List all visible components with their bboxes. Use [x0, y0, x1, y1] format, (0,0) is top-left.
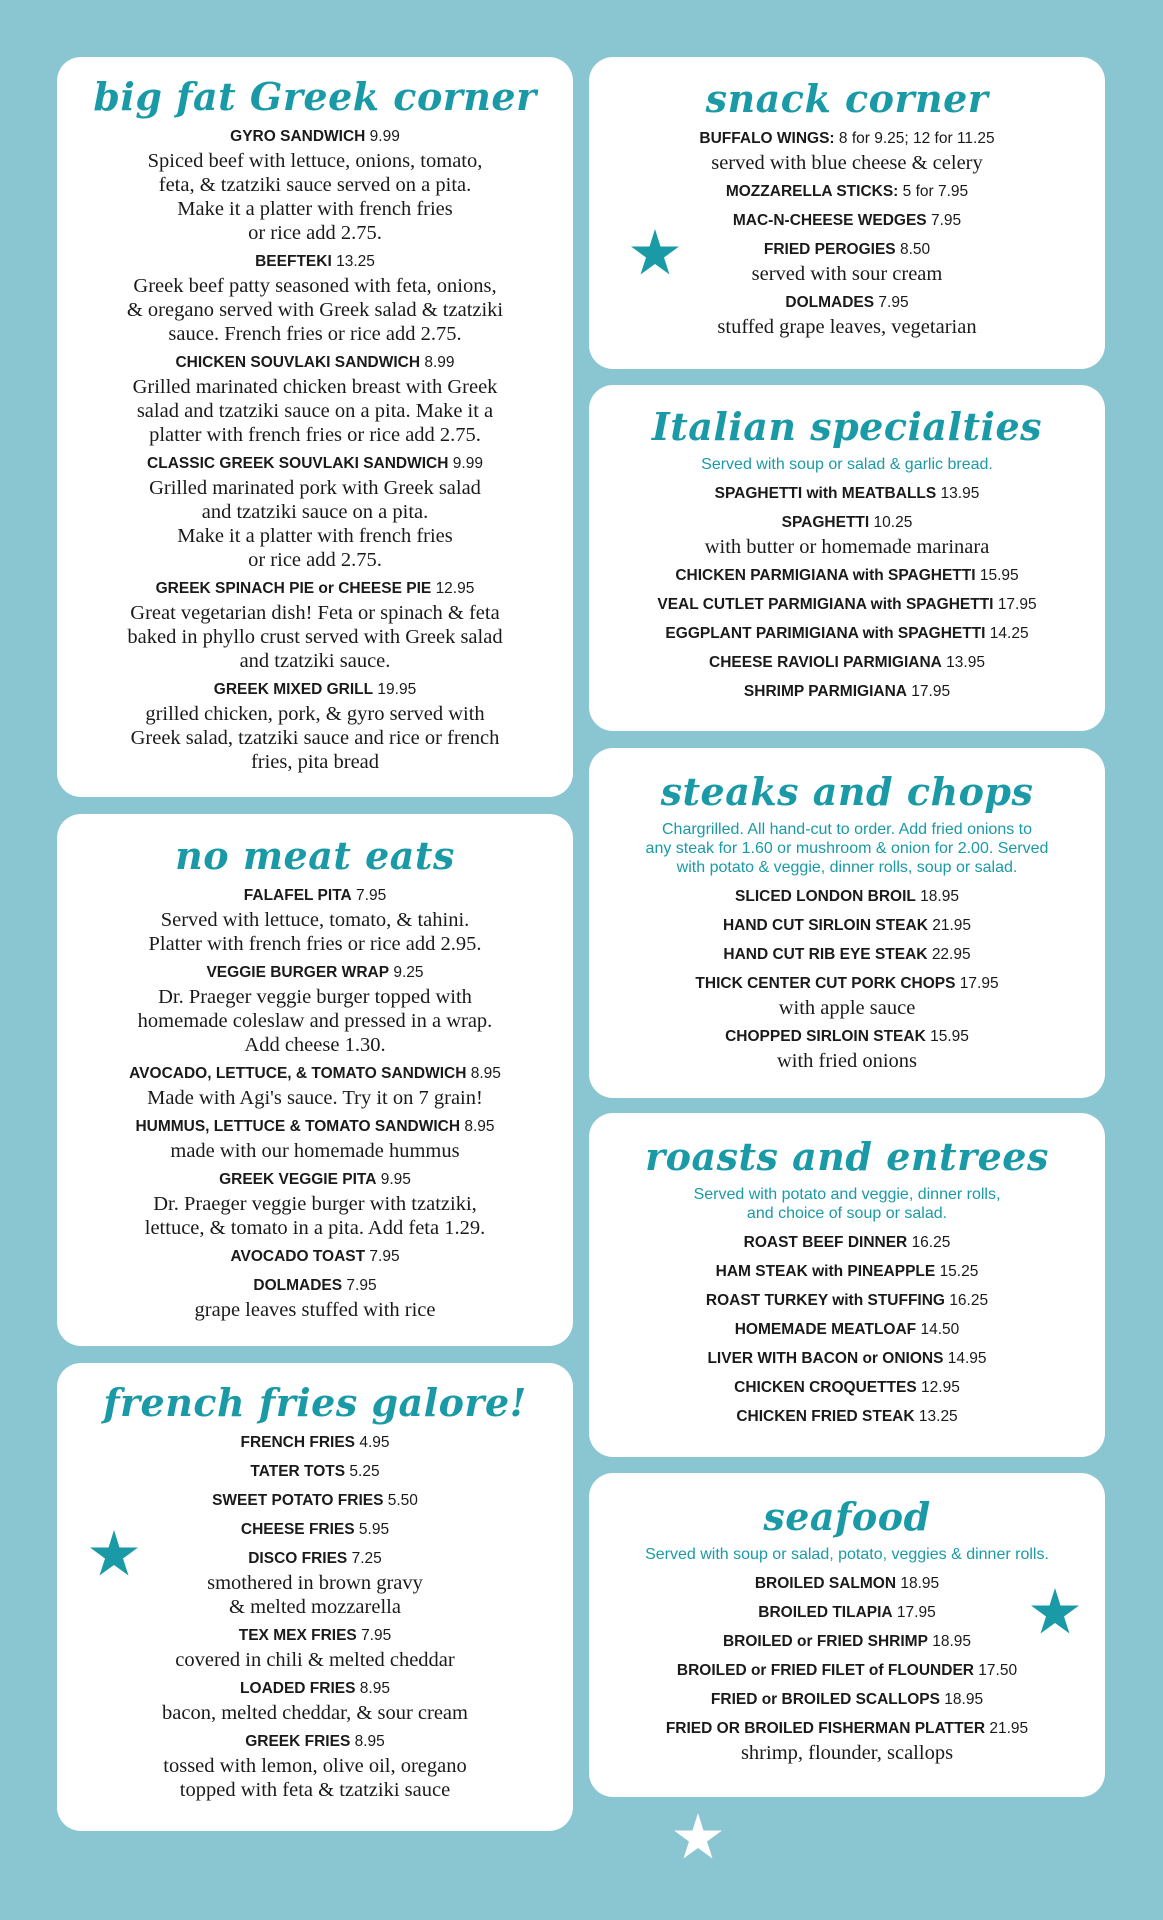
item-price: 17.50: [978, 1662, 1018, 1679]
item-name: DOLMADES: [253, 1277, 343, 1294]
item-name: LOADED FRIES: [240, 1680, 356, 1697]
menu-item: [589, 209, 1105, 233]
item-desc: Dr. Praeger veggie burger topped with homemade coleslaw and pressed in a wrap. Add cheese 1.30.: [137, 986, 493, 1056]
section-french-fries: [57, 1363, 573, 1831]
menu-item: [589, 482, 1105, 506]
menu-item: [57, 961, 573, 1057]
menu-item: [589, 1025, 1105, 1073]
section-italian: [589, 385, 1105, 731]
menu-item: [589, 1717, 1105, 1765]
menu-item: [57, 1245, 573, 1269]
item-price: 15.25: [939, 1263, 979, 1280]
section-roasts: [589, 1113, 1105, 1457]
item-desc: grilled chicken, pork, & gyro served with Greek salad, tzatziki sauce and rice or french fries, pita bread: [130, 703, 500, 773]
menu-item: [57, 1431, 573, 1455]
item-price: 7.95: [346, 1277, 377, 1294]
item-desc: covered in chili & melted cheddar: [175, 1649, 455, 1671]
item-name: ROAST BEEF DINNER: [743, 1234, 908, 1251]
section-title: no meat eats: [175, 833, 455, 878]
menu-item: [589, 885, 1105, 909]
item-price: 18.95: [944, 1691, 984, 1708]
item-name: CHICKEN PARMIGIANA with SPAGHETTI: [675, 567, 976, 584]
item-desc: Dr. Praeger veggie burger with tzatziki, lettuce, & tomato in a pita. Add feta 1.29.: [144, 1193, 486, 1239]
item-name: SPAGHETTI with MEATBALLS: [714, 485, 937, 502]
item-price: 8.95: [464, 1118, 495, 1135]
item-name: FRIED PEROGIES: [763, 241, 896, 258]
item-price: 18.95: [900, 1575, 940, 1592]
item-desc: bacon, melted cheddar, & sour cream: [162, 1702, 468, 1724]
menu-item: [589, 1630, 1105, 1654]
menu-item: [589, 914, 1105, 938]
item-price: 13.25: [918, 1408, 958, 1425]
menu-item: [57, 1062, 573, 1110]
section-snack: [589, 57, 1105, 369]
menu-item: [57, 1518, 573, 1542]
menu-item: [589, 1347, 1105, 1371]
item-name: SHRIMP PARMIGIANA: [743, 683, 907, 700]
item-name: HUMMUS, LETTUCE & TOMATO SANDWICH: [135, 1118, 461, 1135]
menu-item: [589, 1260, 1105, 1284]
item-desc: stuffed grape leaves, vegetarian: [717, 316, 977, 338]
item-price: 7.95: [361, 1627, 392, 1644]
item-price: 17.95: [959, 975, 999, 992]
menu-item: [57, 351, 573, 447]
item-name: CHOPPED SIRLOIN STEAK: [725, 1028, 926, 1045]
menu-item: [589, 972, 1105, 1020]
menu-item: [57, 1730, 573, 1802]
item-price: 17.95: [997, 596, 1037, 613]
item-price: 7.95: [369, 1248, 400, 1265]
menu-item: [57, 1168, 573, 1240]
item-price: 12.95: [921, 1379, 960, 1396]
item-price: 18.95: [932, 1633, 972, 1650]
section-greek: [57, 57, 573, 797]
menu-item: [589, 651, 1105, 675]
menu-item: [57, 125, 573, 245]
item-price: 8.95: [470, 1065, 501, 1082]
menu-item: [57, 884, 573, 956]
item-price: 10.25: [873, 514, 913, 531]
item-price: 17.95: [911, 683, 951, 700]
section-title: big fat Greek corner: [93, 74, 537, 119]
section-intro: Chargrilled. All hand-cut to order. Add fried onions to any steak for 1.60 or mushroom & onion for 2.00. Served with potato & veggie, dinner rolls, soup or salad.: [645, 821, 1049, 876]
item-name: GREEK MIXED GRILL: [213, 681, 374, 698]
item-list: [589, 482, 1105, 704]
item-price: 7.25: [351, 1550, 382, 1567]
section-intro: Served with potato and veggie, dinner rolls, and choice of soup or salad.: [693, 1186, 1001, 1222]
item-name: CHEESE FRIES: [240, 1521, 355, 1538]
item-name: HAM STEAK with PINEAPPLE: [715, 1263, 936, 1280]
menu-item: [57, 1489, 573, 1513]
item-name: SPAGHETTI: [781, 514, 870, 531]
item-name: BROILED or FRIED FILET of FLOUNDER: [676, 1662, 974, 1679]
section-title: seafood: [763, 1494, 931, 1539]
menu-item: [589, 622, 1105, 646]
item-price: 19.95: [377, 681, 417, 698]
item-desc: tossed with lemon, olive oil, oregano topped with feta & tzatziki sauce: [163, 1755, 467, 1801]
section-steaks: [589, 748, 1105, 1098]
menu-item: [57, 1274, 573, 1322]
menu-item: [589, 1231, 1105, 1255]
item-price: 8.95: [354, 1733, 385, 1750]
item-name: CLASSIC GREEK SOUVLAKI SANDWICH: [147, 455, 449, 472]
item-price: 14.50: [920, 1321, 960, 1338]
item-price: 13.25: [336, 253, 375, 270]
menu-item: [57, 452, 573, 572]
item-name: BEEFTEKI: [255, 253, 332, 270]
item-price: 8.50: [899, 241, 931, 258]
section-title: french fries galore!: [103, 1380, 527, 1425]
item-price: 12.95: [435, 580, 475, 597]
menu-item: [589, 127, 1105, 175]
menu-item: [57, 678, 573, 774]
menu-item: [57, 1460, 573, 1484]
item-price: 18.95: [920, 888, 959, 905]
item-price: 14.25: [989, 625, 1029, 642]
item-name: VEGGIE BURGER WRAP: [206, 964, 390, 981]
item-desc: Greek beef patty seasoned with feta, onions, & oregano served with Greek salad & tzatziki sauce. French fries or rice add 2.75.: [126, 275, 504, 345]
item-price: 5 for 7.95: [902, 183, 969, 200]
section-seafood: [589, 1473, 1105, 1797]
item-name: HOMEMADE MEATLOAF: [734, 1321, 917, 1338]
section-intro: Served with soup or salad, potato, veggies & dinner rolls.: [645, 1546, 1049, 1563]
item-price: 22.95: [931, 946, 971, 963]
item-name: HAND CUT RIB EYE STEAK: [723, 946, 928, 963]
item-name: BROILED or FRIED SHRIMP: [722, 1633, 928, 1650]
item-name: TATER TOTS: [250, 1463, 346, 1480]
item-name: BUFFALO WINGS:: [699, 130, 835, 147]
item-name: FRENCH FRIES: [240, 1434, 356, 1451]
item-name: CHICKEN FRIED STEAK: [736, 1408, 915, 1425]
item-name: VEAL CUTLET PARMIGIANA with SPAGHETTI: [657, 596, 994, 613]
item-price: 8 for 9.25; 12 for 11.25: [838, 130, 995, 147]
item-price: 8.95: [359, 1680, 390, 1697]
menu-item: [589, 511, 1105, 559]
item-desc: Great vegetarian dish! Feta or spinach & feta baked in phyllo crust served with Greek salad and tzatziki sauce.: [127, 602, 503, 672]
item-desc: smothered in brown gravy & melted mozzarella: [207, 1572, 423, 1618]
item-desc: shrimp, flounder, scallops: [740, 1742, 954, 1764]
section-title: steaks and chops: [660, 769, 1034, 814]
menu-item: [589, 1659, 1105, 1683]
item-desc: with apple sauce: [778, 997, 916, 1019]
menu-item: [589, 291, 1105, 339]
menu-item: [589, 1376, 1105, 1400]
menu-item: [57, 1624, 573, 1672]
menu-item: [589, 1572, 1105, 1596]
item-desc: Spiced beef with lettuce, onions, tomato, feta, & tzatziki sauce served on a pita. Make it a platter with french fries or rice add 2.75.: [147, 150, 483, 244]
item-desc: made with our homemade hummus: [170, 1140, 460, 1162]
item-list: [589, 127, 1105, 339]
item-desc: served with blue cheese & celery: [711, 152, 983, 174]
menu-item: [57, 250, 573, 346]
item-desc: grape leaves stuffed with rice: [194, 1299, 436, 1321]
item-price: 5.25: [349, 1463, 380, 1480]
item-name: SWEET POTATO FRIES: [212, 1492, 384, 1509]
item-name: FRIED or BROILED SCALLOPS: [710, 1691, 940, 1708]
item-name: THICK CENTER CUT PORK CHOPS: [695, 975, 956, 992]
item-list: [57, 125, 573, 774]
item-price: 8.99: [424, 354, 455, 371]
item-list: [589, 885, 1105, 1073]
item-name: DOLMADES: [785, 294, 875, 311]
item-name: CHICKEN SOUVLAKI SANDWICH: [175, 354, 421, 371]
item-desc: served with sour cream: [751, 263, 943, 285]
menu-item: [589, 1688, 1105, 1712]
item-name: MOZZARELLA STICKS:: [725, 183, 899, 200]
menu-item: [589, 564, 1105, 588]
menu-item: [589, 238, 1105, 286]
item-desc: Grilled marinated pork with Greek salad and tzatziki sauce on a pita. Make it a platter with french fries or rice add 2.75.: [149, 477, 481, 571]
item-name: LIVER WITH BACON or ONIONS: [707, 1350, 944, 1367]
item-price: 5.50: [387, 1492, 418, 1509]
menu-item: [589, 680, 1105, 704]
item-name: FALAFEL PITA: [243, 887, 352, 904]
menu-item: [57, 1115, 573, 1163]
menu-item: [57, 1547, 573, 1619]
item-name: GREEK VEGGIE PITA: [219, 1171, 377, 1188]
item-price: 9.99: [369, 128, 400, 145]
section-title: Italian specialties: [651, 404, 1043, 449]
item-name: FRIED OR BROILED FISHERMAN PLATTER: [665, 1720, 986, 1737]
item-name: CHEESE RAVIOLI PARMIGIANA: [709, 654, 942, 671]
section-intro: Served with soup or salad & garlic bread.: [701, 456, 993, 473]
item-name: MAC-N-CHEESE WEDGES: [732, 212, 927, 229]
item-price: 7.95: [356, 887, 387, 904]
item-price: 7.95: [930, 212, 962, 229]
item-name: BROILED SALMON: [754, 1575, 897, 1592]
menu-item: [589, 943, 1105, 967]
item-name: AVOCADO TOAST: [230, 1248, 366, 1265]
section-title: roasts and entrees: [645, 1134, 1049, 1179]
item-price: 15.95: [930, 1028, 969, 1045]
item-price: 13.95: [940, 485, 980, 502]
menu-item: [589, 593, 1105, 617]
item-desc: Served with lettuce, tomato, & tahini. Platter with french fries or rice add 2.95.: [148, 909, 482, 955]
item-name: GYRO SANDWICH: [230, 128, 366, 145]
item-desc: Made with Agi's sauce. Try it on 7 grain!: [147, 1087, 483, 1109]
item-name: GREEK FRIES: [245, 1733, 351, 1750]
section-no-meat: [57, 814, 573, 1346]
item-price: 13.95: [946, 654, 985, 671]
item-name: HAND CUT SIRLOIN STEAK: [722, 917, 928, 934]
menu-item: [589, 1318, 1105, 1342]
item-price: 17.95: [896, 1604, 936, 1621]
item-price: 16.25: [949, 1292, 989, 1309]
menu-item: [589, 1601, 1105, 1625]
item-desc: with fried onions: [776, 1050, 918, 1072]
menu-item: [589, 1405, 1105, 1429]
item-price: 4.95: [359, 1434, 390, 1451]
item-price: 15.95: [979, 567, 1019, 584]
item-list: [57, 1431, 573, 1802]
menu-item: [589, 180, 1105, 204]
item-price: 9.25: [393, 964, 424, 981]
star-icon: [673, 1813, 723, 1863]
item-price: 21.95: [989, 1720, 1029, 1737]
item-desc: Grilled marinated chicken breast with Greek salad and tzatziki sauce on a pita. Make it a platter with french fries or rice add 2.75.: [132, 376, 498, 446]
section-title: snack corner: [705, 76, 989, 121]
menu-item: [57, 1677, 573, 1725]
item-name: SLICED LONDON BROIL: [735, 888, 916, 905]
menu-item: [57, 577, 573, 673]
item-price: 9.95: [380, 1171, 411, 1188]
item-name: AVOCADO, LETTUCE, & TOMATO SANDWICH: [129, 1065, 467, 1082]
item-price: 16.25: [911, 1234, 951, 1251]
item-name: TEX MEX FRIES: [238, 1627, 357, 1644]
item-list: [589, 1231, 1105, 1429]
item-desc: with butter or homemade marinara: [704, 536, 990, 558]
item-list: [589, 1572, 1105, 1765]
item-price: 9.99: [452, 455, 483, 472]
menu-item: [589, 1289, 1105, 1313]
item-price: 21.95: [932, 917, 972, 934]
item-name: EGGPLANT PARIMIGIANA with SPAGHETTI: [665, 625, 986, 642]
item-name: ROAST TURKEY with STUFFING: [705, 1292, 945, 1309]
item-name: CHICKEN CROQUETTES: [734, 1379, 917, 1396]
item-name: GREEK SPINACH PIE or CHEESE PIE: [155, 580, 432, 597]
item-list: [57, 884, 573, 1322]
item-price: 14.95: [947, 1350, 987, 1367]
item-price: 7.95: [878, 294, 909, 311]
item-price: 5.95: [358, 1521, 390, 1538]
item-name: DISCO FRIES: [248, 1550, 348, 1567]
item-name: BROILED TILAPIA: [758, 1604, 893, 1621]
